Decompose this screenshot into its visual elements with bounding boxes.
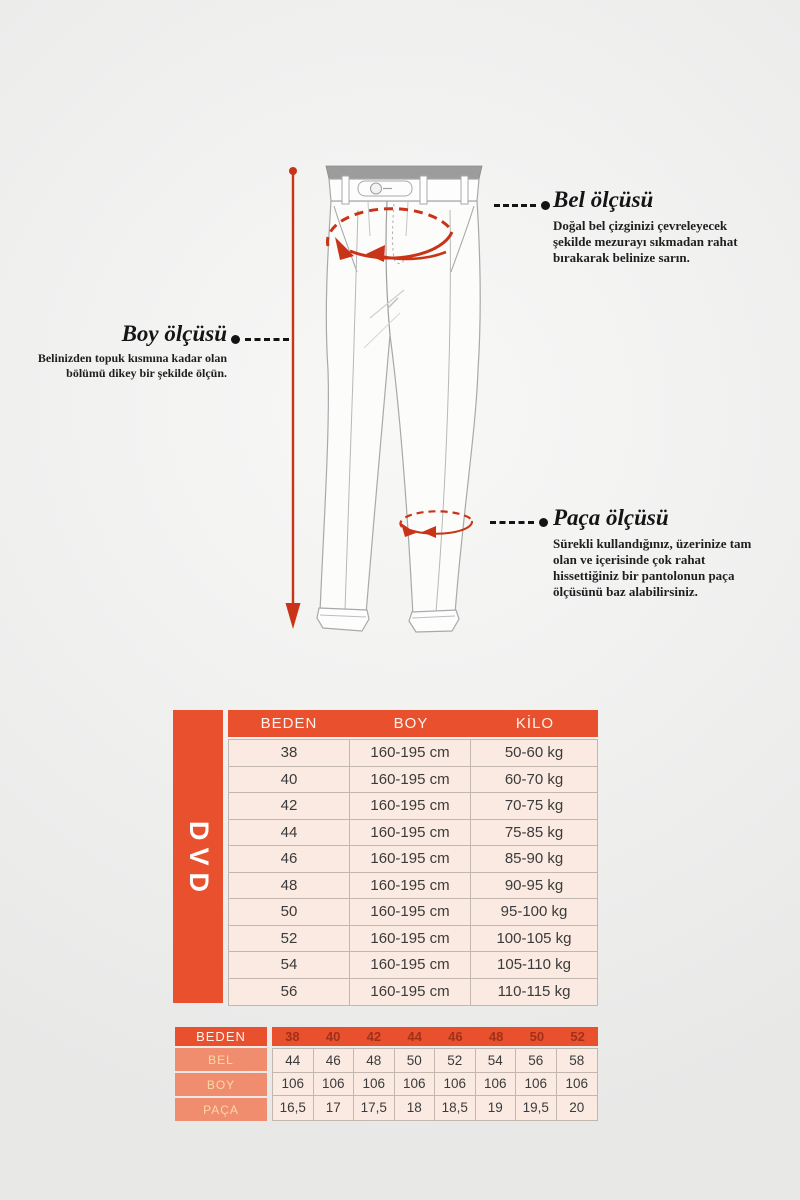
cell: 106 bbox=[273, 1073, 314, 1097]
cell: 56 bbox=[229, 979, 350, 1006]
paca-description: Sürekli kullandığınız, üzerinize tam olan ve içerisinde çok rahat hissettiğiniz bir pantolonun paça ölçüsünü baz alabilirsiniz. bbox=[553, 536, 752, 599]
bel-description: Doğal bel çizginizi çevreleyecek şekilde mezurayı sıkmadan rahat bırakarak belinize sarın. bbox=[553, 218, 738, 265]
size-header: 38 bbox=[285, 1029, 300, 1044]
boy-connector bbox=[231, 334, 289, 344]
cell: 106 bbox=[516, 1073, 557, 1097]
cell: 17 bbox=[314, 1096, 355, 1120]
cell: 50 bbox=[229, 899, 350, 926]
cell: 110-115 kg bbox=[497, 983, 571, 1001]
cell: 95-100 kg bbox=[471, 899, 597, 926]
cell: 17,5 bbox=[354, 1096, 395, 1120]
cell: 85-90 kg bbox=[471, 846, 597, 873]
cell: 52 bbox=[229, 926, 350, 953]
cell: 19,5 bbox=[516, 1096, 557, 1120]
cell: 160-195 cm bbox=[350, 846, 471, 873]
belt-loop bbox=[461, 176, 468, 204]
cell: 16,5 bbox=[273, 1096, 314, 1120]
cell: 160-195 cm bbox=[350, 926, 471, 953]
cell: 46 bbox=[314, 1049, 355, 1073]
cell: 160-195 cm bbox=[350, 767, 471, 794]
cell: 106 bbox=[476, 1073, 517, 1097]
belt-loop bbox=[420, 176, 427, 204]
cell: 40 bbox=[229, 767, 350, 794]
cell: 160-195 cm bbox=[350, 979, 471, 1006]
cell: 160-195 cm bbox=[350, 899, 471, 926]
boy-description: Belinizden topuk kısmına kadar olan bölümü dikey bir şekilde ölçün. bbox=[37, 351, 227, 380]
belt-loop bbox=[342, 176, 349, 204]
size-table-header bbox=[228, 710, 598, 737]
brand-sidebar bbox=[173, 710, 223, 1003]
boy-measure-dot bbox=[289, 167, 297, 175]
cell: 106 bbox=[395, 1073, 436, 1097]
cell: 100-105 kg bbox=[471, 926, 597, 953]
measure-corner-label: BEDEN bbox=[175, 1027, 267, 1046]
measure-row-label-paca: PAÇA bbox=[175, 1098, 267, 1121]
size-header: 50 bbox=[529, 1029, 545, 1044]
cell: 46 bbox=[229, 846, 350, 873]
measure-table-grid bbox=[272, 1027, 598, 1121]
cell: 60-70 kg bbox=[471, 767, 597, 794]
measure-values bbox=[272, 1048, 598, 1121]
cell: 160-195 cm bbox=[350, 793, 471, 820]
cell: 44 bbox=[229, 820, 350, 847]
cell: 50 bbox=[395, 1049, 436, 1073]
paca-annotation bbox=[553, 506, 755, 600]
cuff-right bbox=[409, 610, 459, 632]
paca-dashed-line bbox=[490, 521, 534, 524]
measure-row-label-bel: BEL bbox=[175, 1048, 267, 1071]
cell: 42 bbox=[229, 793, 350, 820]
pants-silhouette bbox=[320, 201, 480, 616]
pants-technical-drawing bbox=[250, 140, 550, 640]
cell: 54 bbox=[476, 1049, 517, 1073]
cell: 160-195 cm bbox=[350, 873, 471, 900]
brand-label: DVD bbox=[183, 820, 214, 900]
cell: 54 bbox=[229, 952, 350, 979]
paca-dot bbox=[539, 518, 548, 527]
boy-title: Boy ölçüsü bbox=[121, 321, 227, 346]
column-header-boy: BOY bbox=[393, 715, 429, 732]
cell: 18,5 bbox=[435, 1096, 476, 1120]
size-header: 52 bbox=[570, 1029, 585, 1044]
cell: 160-195 cm bbox=[350, 952, 471, 979]
column-header-beden: BEDEN bbox=[260, 715, 318, 732]
cell: 58 bbox=[557, 1049, 598, 1073]
size-header: 44 bbox=[407, 1029, 422, 1044]
cuff-left bbox=[317, 608, 369, 631]
cell: 52 bbox=[435, 1049, 476, 1073]
bel-annotation bbox=[553, 188, 753, 266]
cell: 38 bbox=[229, 740, 350, 767]
cell: 106 bbox=[314, 1073, 355, 1097]
bel-dot bbox=[541, 201, 550, 210]
boy-dashed-line bbox=[245, 338, 289, 341]
size-header: 40 bbox=[325, 1029, 341, 1044]
size-header: 42 bbox=[366, 1029, 382, 1044]
waist-button bbox=[371, 183, 382, 194]
cell: 18 bbox=[395, 1096, 436, 1120]
column-header-kilo: KİLO bbox=[515, 715, 555, 732]
cell: 106 bbox=[557, 1073, 598, 1097]
size-table bbox=[228, 710, 598, 1006]
measure-table-labels bbox=[175, 1027, 267, 1123]
cell: 160-195 cm bbox=[350, 740, 471, 767]
cell: 56 bbox=[516, 1049, 557, 1073]
bel-title: Bel ölçüsü bbox=[553, 187, 654, 212]
cell: 106 bbox=[354, 1073, 395, 1097]
cell: 44 bbox=[273, 1049, 314, 1073]
boy-dot bbox=[231, 335, 240, 344]
measure-row-label-boy: BOY bbox=[175, 1073, 267, 1096]
cell: 160-195 cm bbox=[350, 820, 471, 847]
cell: 105-110 kg bbox=[471, 952, 597, 979]
cell: 90-95 kg bbox=[471, 873, 597, 900]
cell: 48 bbox=[229, 873, 350, 900]
cell: 70-75 kg bbox=[471, 793, 597, 820]
measure-size-header-row bbox=[272, 1027, 598, 1046]
size-header: 48 bbox=[488, 1029, 504, 1044]
size-header: 46 bbox=[448, 1029, 463, 1044]
bel-connector bbox=[494, 200, 550, 210]
size-table-body bbox=[228, 739, 598, 1006]
paca-connector bbox=[490, 517, 548, 527]
boy-measure-arrow bbox=[286, 603, 301, 629]
cell: 50-60 kg bbox=[471, 740, 597, 767]
cell: 106 bbox=[435, 1073, 476, 1097]
paca-title: Paça ölçüsü bbox=[553, 505, 669, 530]
cell: 20 bbox=[569, 1100, 585, 1116]
cell: 48 bbox=[354, 1049, 395, 1073]
boy-annotation bbox=[35, 322, 227, 380]
cell: 75-85 kg bbox=[471, 820, 597, 847]
cell: 19 bbox=[476, 1096, 517, 1120]
bel-dashed-line bbox=[494, 204, 536, 207]
